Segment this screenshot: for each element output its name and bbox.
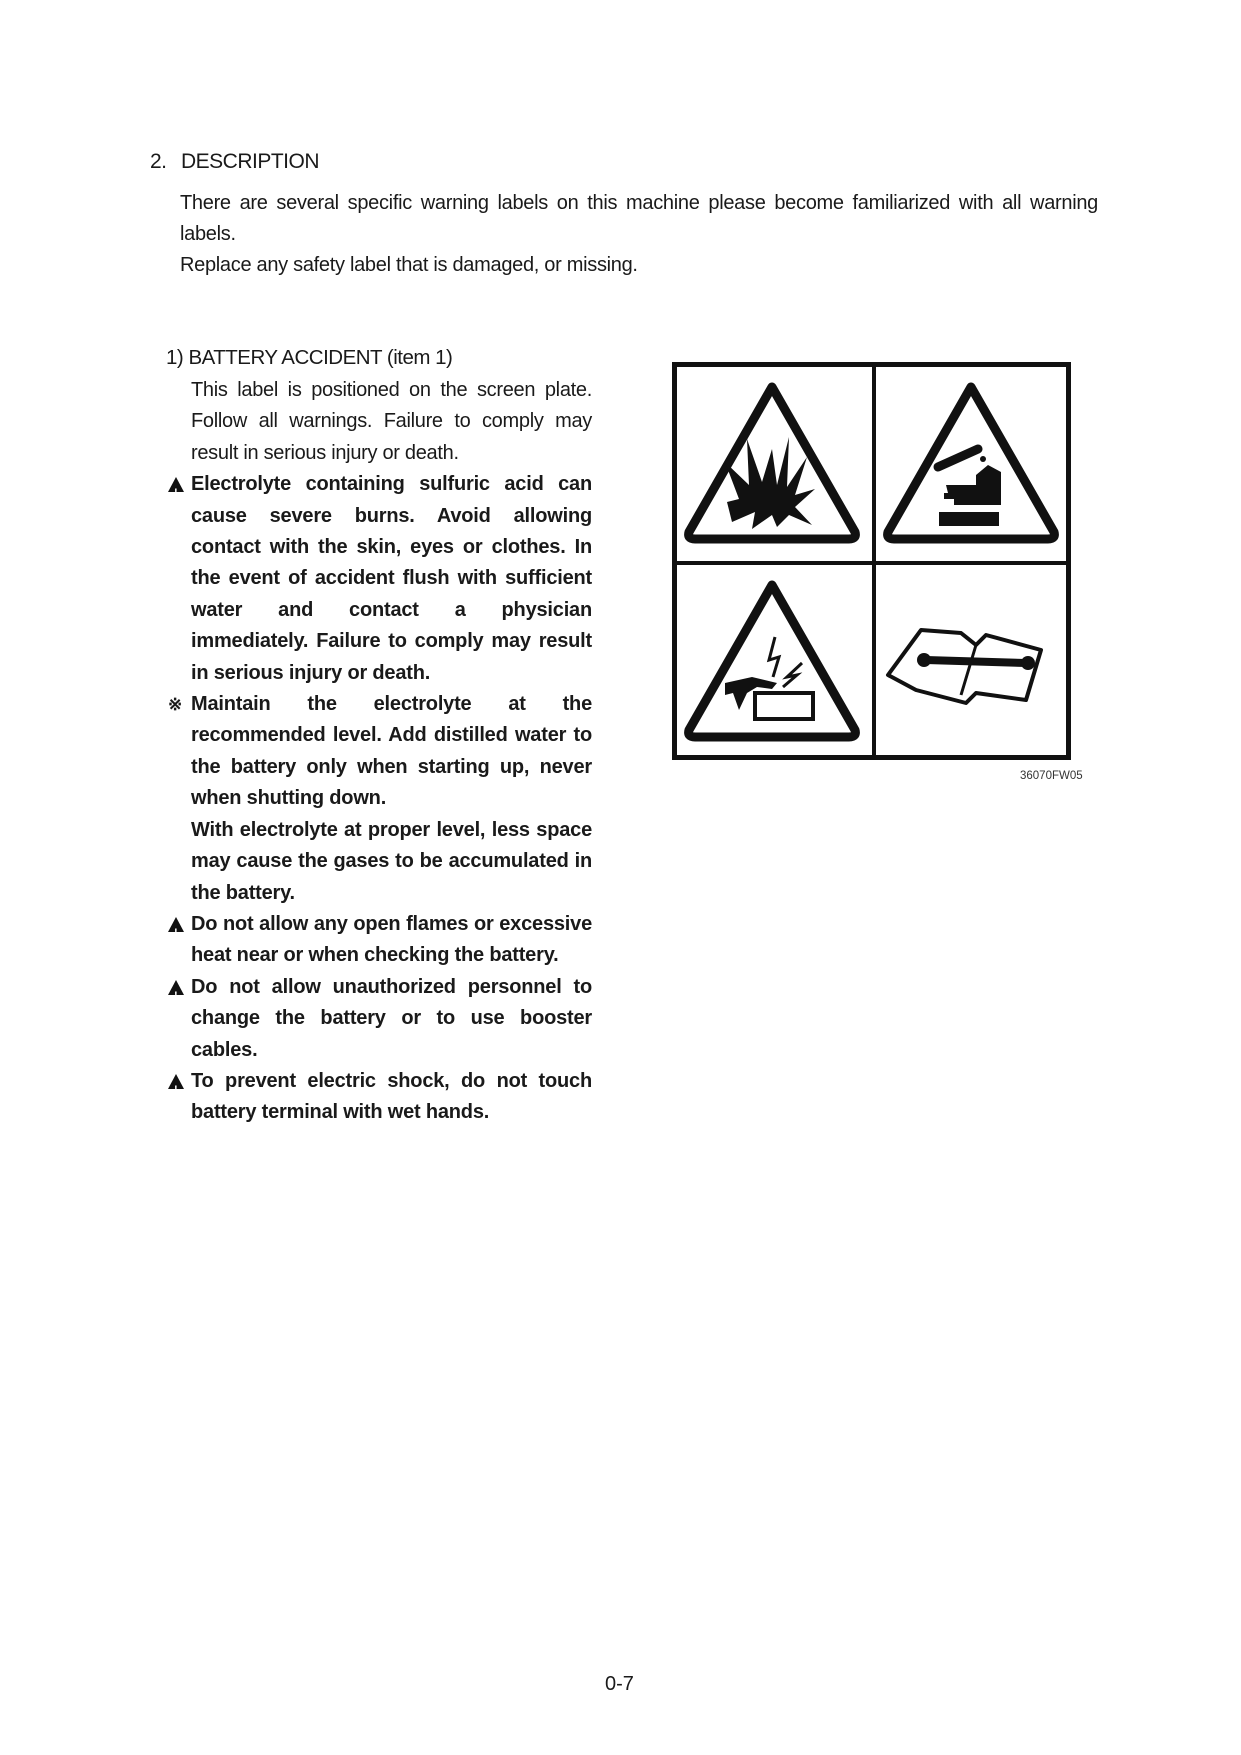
warning-triangle-icon bbox=[168, 972, 190, 1003]
note-paragraph: ※ Maintain the electrolyte at the recommended level. Add distilled water to the battery only when starting up, never when shutting down. bbox=[168, 689, 592, 815]
intro-paragraph: Replace any safety label that is damaged, or missing. bbox=[180, 254, 638, 276]
warning-paragraph: ! To prevent electric shock, do not touch battery terminal with wet hands. bbox=[168, 1066, 592, 1129]
electric-shock-hazard-icon bbox=[677, 565, 867, 755]
warning-triangle-icon bbox=[168, 469, 190, 500]
item-heading bbox=[166, 346, 452, 370]
section-title: DESCRIPTION bbox=[181, 150, 320, 173]
warning-triangle-icon bbox=[168, 909, 190, 940]
explosion-hazard-icon bbox=[677, 367, 867, 557]
item-suffix: (item 1) bbox=[386, 346, 453, 369]
intro-paragraph: There are several specific warning labels on this machine please become familiarized with all warning labels. bbox=[180, 192, 1098, 245]
section-number: 2. bbox=[150, 150, 167, 173]
section-heading bbox=[150, 150, 319, 174]
warning-label-figure bbox=[672, 362, 1071, 760]
warning-paragraph: ! Do not allow unauthorized personnel to change the battery or to use booster cables. bbox=[168, 972, 592, 1066]
warning-paragraph: ! Do not allow any open flames or excessive heat near or when checking the battery. bbox=[168, 909, 592, 972]
item-number: 1) bbox=[166, 346, 184, 369]
figure-code: 36070FW05 bbox=[1020, 770, 1083, 782]
corrosive-hazard-icon bbox=[876, 367, 1066, 557]
warning-triangle-icon bbox=[168, 1066, 190, 1097]
note-continuation: With electrolyte at proper level, less space may cause the gases to be accumulated in the battery. bbox=[191, 818, 592, 904]
reference-mark-icon: ※ bbox=[168, 695, 183, 715]
warning-paragraph: ! Electrolyte containing sulfuric acid can cause severe burns. Avoid allowing contact with the skin, eyes or clothes. In the event of accident flush with sufficient water and contact a physician immediately. Failure to comply may result in serious injury or death. bbox=[168, 469, 592, 689]
page-number: 0-7 bbox=[605, 1673, 634, 1695]
read-manual-icon bbox=[876, 565, 1066, 755]
item-body bbox=[168, 375, 592, 1129]
item-description: This label is positioned on the screen plate. Follow all warnings. Failure to comply may result in serious injury or death. bbox=[191, 379, 592, 464]
item-title: BATTERY ACCIDENT bbox=[188, 346, 382, 369]
section-intro bbox=[180, 188, 1098, 281]
